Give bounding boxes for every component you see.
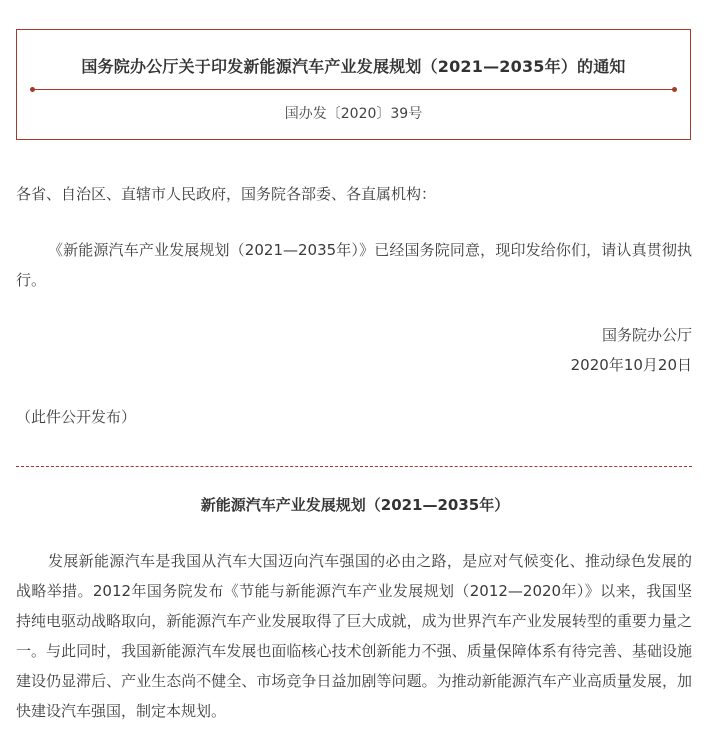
letter-body: 《新能源汽车产业发展规划（2021—2035年）》已经国务院同意，现印发给你们，请认真贯彻执行。 <box>16 241 692 289</box>
signatory: 国务院办公厅 <box>601 326 692 344</box>
notice-title: 国务院办公厅关于印发新能源汽车产业发展规划（2021—2035年）的通知 <box>81 57 626 76</box>
notice-header-box <box>16 29 691 140</box>
divider-dot-left <box>30 87 35 92</box>
divider-dot-right <box>672 87 677 92</box>
signature-date: 2020年10月20日 <box>570 356 692 374</box>
plan-intro-paragraph: 发展新能源汽车是我国从汽车大国迈向汽车强国的必由之路，是应对气候变化、推动绿色发展的战略举措。2012年国务院发布《节能与新能源汽车产业发展规划（2012—2020年）》以来，我国坚持纯电驱动战略取向，新能源汽车产业发展取得了巨大成就，成为世界汽车产业发展转型的重要力量之一。与此同时，我国新能源汽车发展也面临核心技术创新能力不强、质量保障体系有待完善、基础设施建设仍显滞后、产业生态尚不健全、市场竞争日益加剧等问题。为推动新能源汽车产业高质量发展，加快建设汽车强国，制定本规划。 <box>16 552 692 720</box>
header-divider <box>32 89 675 90</box>
publish-note: （此件公开发布） <box>16 408 137 426</box>
section-divider <box>16 466 692 467</box>
addressee-line: 各省、自治区、直辖市人民政府，国务院各部委、各直属机构： <box>16 185 437 203</box>
plan-title: 新能源汽车产业发展规划（2021—2035年） <box>200 496 510 514</box>
document-number: 国办发〔2020〕39号 <box>284 106 423 122</box>
signature-block <box>571 320 692 380</box>
